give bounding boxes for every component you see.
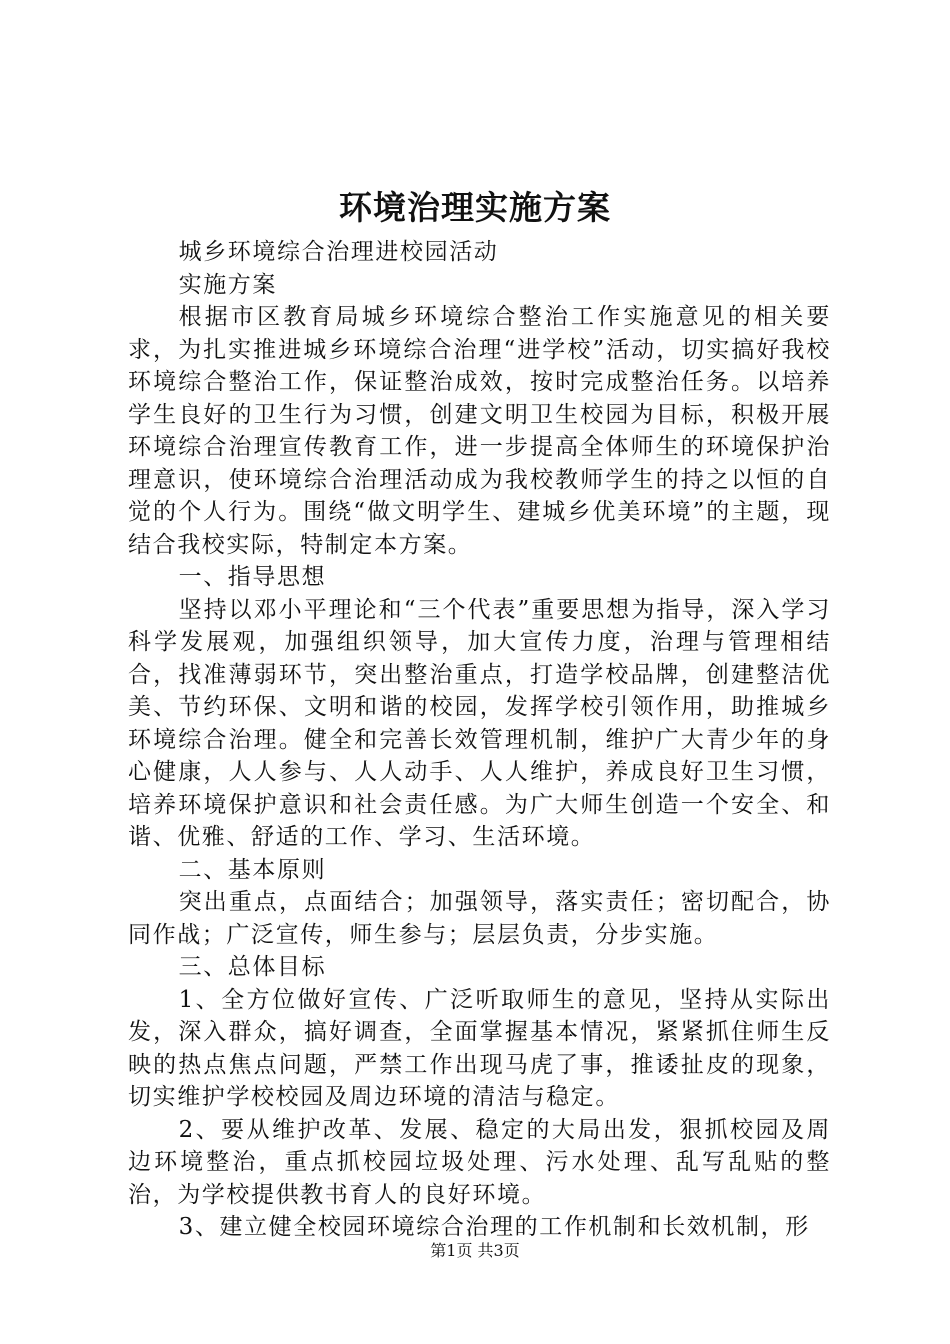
basic-principles-paragraph: 突出重点，点面结合；加强领导，落实责任；密切配合，协同作战；广泛宣传，师生参与；层层负责，分步实施。 bbox=[128, 889, 831, 948]
intro-paragraph: 根据市区教育局城乡环境综合整治工作实施意见的相关要求，为扎实推进城乡环境综合治理“进学校”活动，切实搞好我校环境综合整治工作，保证整治成效，按时完成整治任务。以培养学生良好的卫生行为习惯，创建文明卫生校园为目标，积极开展环境综合治理宣传教育工作，进一步提高全体师生的环境保护治理意识，使环境综合治理活动成为我校教师学生的持之以恒的自觉的个人行为。围绕“做文明学生、建城乡优美环境”的主题，现结合我校实际，特制定本方案。 bbox=[128, 304, 831, 558]
section-heading-guiding-ideology: 一、指导思想 bbox=[178, 564, 327, 590]
document-title: 环境治理实施方案 bbox=[339, 188, 611, 227]
subtitle-line-1: 城乡环境综合治理进校园活动 bbox=[178, 239, 499, 265]
goal-item-3: 3、建立健全校园环境综合治理的工作机制和长效机制，形 bbox=[178, 1214, 810, 1240]
guiding-ideology-paragraph: 坚持以邓小平理论和“三个代表”重要思想为指导，深入学习科学发展观，加强组织领导，加大宣传力度，治理与管理相结合，找准薄弱环节，突出整治重点，打造学校品牌，创建整洁优美、节约环保、文明和谐的校园，发挥学校引领作用，助推城乡环境综合治理。健全和完善长效管理机制，维护广大青少年的身心健康，人人参与、人人动手、人人维护，养成良好卫生习惯，培养环境保护意识和社会责任感。为广大师生创造一个安全、和谐、优雅、舒适的工作、学习、生活环境。 bbox=[128, 596, 831, 850]
subtitle-line-2: 实施方案 bbox=[178, 271, 277, 298]
goal-item-1: 1、全方位做好宣传、广泛听取师生的意见，坚持从实际出发，深入群众，搞好调查，全面掌握基本情况，紧紧抓住师生反映的热点焦点问题，严禁工作出现马虎了事，推诿扯皮的现象，切实维护学校校园及周边环境的清洁与稳定。 bbox=[128, 986, 831, 1110]
goal-item-2: 2、要从维护改革、发展、稳定的大局出发，狠抓校园及周边环境整治，重点抓校园垃圾处理、污水处理、乱写乱贴的整治，为学校提供教书育人的良好环境。 bbox=[128, 1116, 831, 1208]
document-body bbox=[128, 236, 831, 1244]
page-number-footer: 第1页 共3页 bbox=[430, 1241, 520, 1260]
section-heading-basic-principles: 二、基本原则 bbox=[178, 856, 327, 883]
section-heading-overall-goals: 三、总体目标 bbox=[178, 954, 327, 980]
